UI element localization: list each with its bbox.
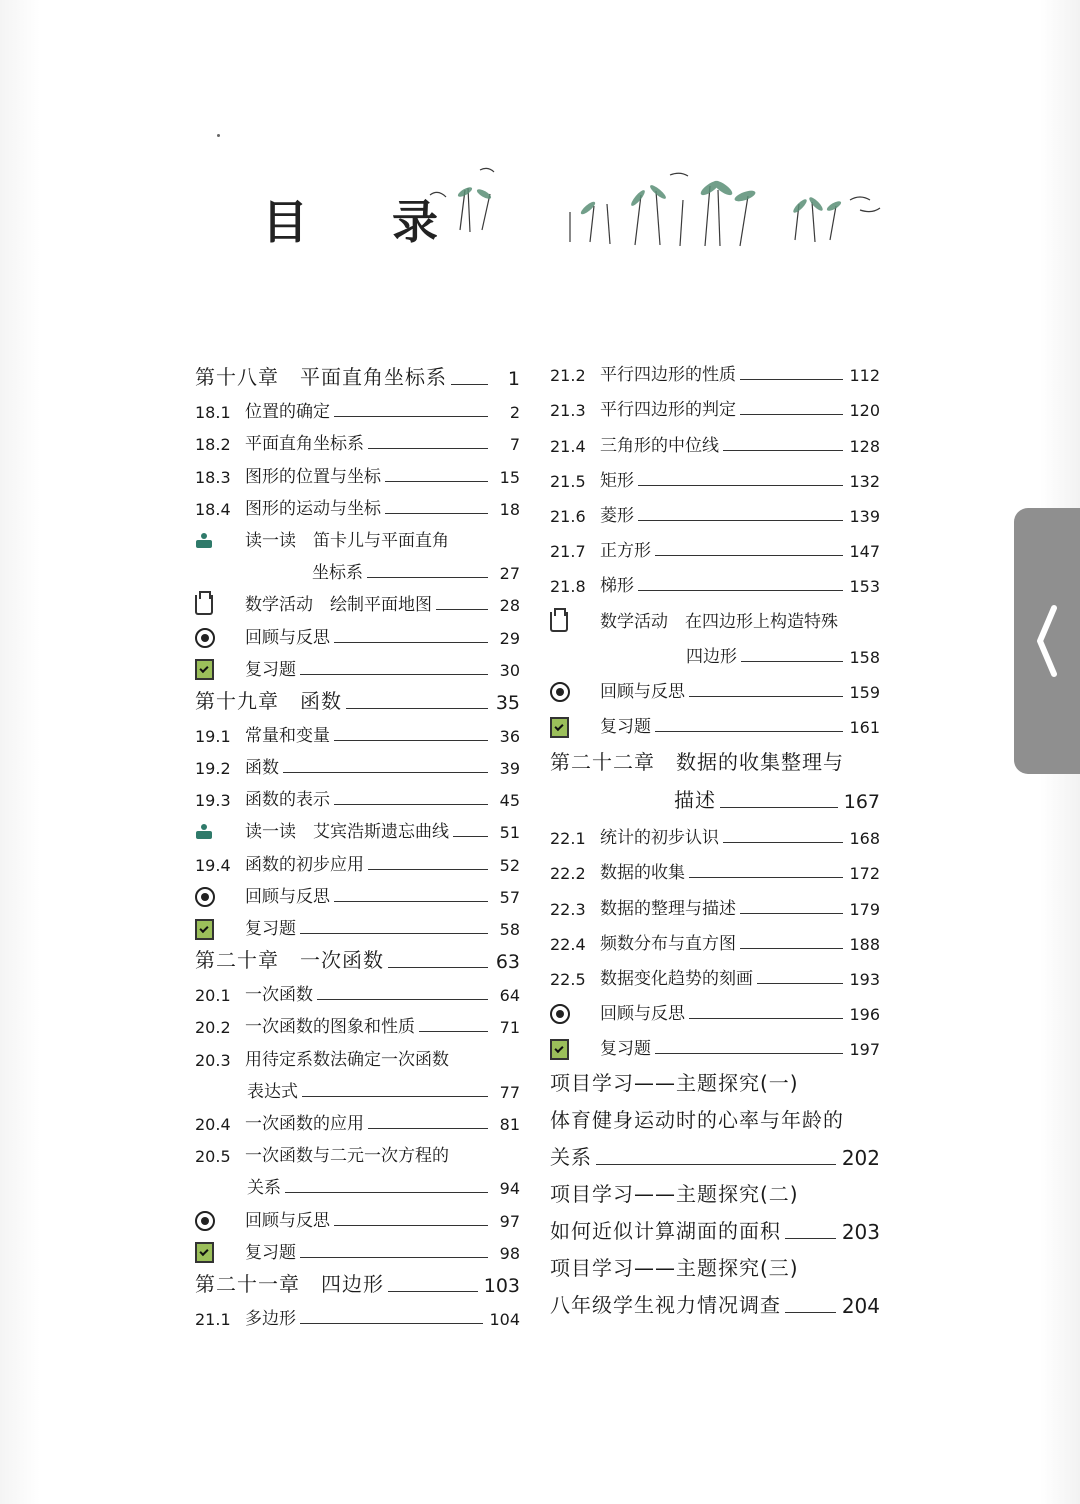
page-number: 15 — [499, 467, 520, 487]
section-number: 20.4 — [195, 1114, 231, 1134]
entry-icon-wrap — [550, 682, 600, 702]
entry-title: 一次函数的应用 — [245, 1113, 364, 1134]
toc-entry[interactable] — [195, 422, 520, 454]
page-number: 204 — [841, 1294, 880, 1319]
leader-line — [741, 661, 843, 662]
toc-entry[interactable] — [550, 775, 880, 813]
page-number: 159 — [849, 682, 880, 702]
entry-title: 读一读 艾宾浩斯遗忘曲线 — [245, 822, 449, 843]
entry-title: 项目学习——主题探究(一) — [550, 1071, 799, 1096]
page-number: 161 — [849, 718, 880, 738]
entry-title: 平行四边形的性质 — [600, 365, 736, 386]
page-number: 120 — [849, 401, 880, 421]
leader-line — [689, 1018, 843, 1019]
toc-entry[interactable] — [195, 1231, 520, 1263]
toc-entry[interactable] — [195, 746, 520, 778]
entry-title: 函数的表示 — [245, 790, 330, 811]
reading-icon — [195, 533, 213, 549]
toc-entry[interactable] — [195, 487, 520, 519]
page-number: 28 — [499, 596, 520, 616]
toc-entry[interactable] — [195, 1297, 520, 1329]
entry-title: 描述 — [674, 788, 716, 813]
page-number: 2 — [509, 403, 520, 423]
entry-title: 回顾与反思 — [245, 886, 330, 907]
section-number: 19.2 — [195, 759, 231, 779]
entry-title: 数据变化趋势的刻画 — [600, 969, 753, 989]
entry-title: 多边形 — [245, 1308, 296, 1329]
page-number: 158 — [849, 647, 880, 667]
section-number: 22.5 — [550, 970, 586, 989]
entry-title: 回顾与反思 — [245, 1210, 330, 1231]
entry-title: 八年级学生视力情况调查 — [550, 1293, 781, 1318]
toc-entry[interactable] — [195, 810, 520, 842]
toc-entry[interactable] — [550, 1244, 880, 1281]
leader-line — [638, 590, 843, 591]
review-icon — [550, 682, 570, 702]
section-number: 21.1 — [195, 1309, 231, 1329]
toc-entry[interactable] — [550, 456, 880, 491]
page-number: 35 — [495, 691, 520, 714]
entry-icon-wrap — [550, 1004, 600, 1024]
entry-title: 复习题 — [245, 1242, 296, 1263]
review-icon — [195, 1211, 215, 1231]
page-number: 167 — [843, 791, 880, 814]
page-number: 27 — [499, 564, 520, 584]
entry-title: 关系 — [247, 1178, 281, 1199]
entry-title: 数据的整理与描述 — [600, 898, 736, 919]
page-number: 112 — [849, 366, 880, 386]
section-number: 21.4 — [550, 436, 586, 456]
toc-entry[interactable] — [195, 648, 520, 680]
page-number: 168 — [849, 829, 880, 849]
entry-title: 图形的位置与坐标 — [245, 466, 381, 487]
page-number: 197 — [849, 1040, 880, 1060]
leader-line — [368, 448, 488, 449]
entry-title: 一次函数的图象和性质 — [245, 1017, 415, 1038]
page-title: 目 录 — [262, 195, 473, 249]
leader-line — [596, 1164, 836, 1165]
section-number: 21.2 — [550, 366, 586, 386]
leader-line — [419, 1031, 488, 1032]
exercise-icon — [550, 1039, 569, 1060]
entry-title: 函数 — [245, 758, 279, 779]
entry-title: 数据的收集 — [600, 863, 685, 884]
toc-entry[interactable] — [550, 1281, 880, 1318]
entry-title: 复习题 — [600, 1039, 651, 1060]
page-number: 7 — [509, 435, 520, 455]
toc-entry[interactable] — [195, 1166, 520, 1198]
entry-title: 一次函数 — [245, 985, 313, 1006]
leader-line — [757, 983, 843, 984]
leader-line — [655, 1053, 843, 1054]
entry-title: 数学活动 在四边形上构造特殊 — [600, 611, 838, 632]
page-number: 188 — [849, 934, 880, 954]
entry-title: 读一读 笛卡儿与平面直角 — [245, 530, 449, 551]
leader-line — [740, 948, 843, 949]
page-number: 103 — [483, 1274, 520, 1297]
grass-illustration-icon — [420, 150, 900, 260]
section-number: 18.3 — [195, 467, 231, 487]
section-number: 20.1 — [195, 986, 231, 1006]
entry-title: 回顾与反思 — [600, 1004, 685, 1025]
side-collapse-tab[interactable] — [1014, 508, 1080, 774]
section-number: 20.3 — [195, 1050, 231, 1070]
toc-entry[interactable] — [550, 813, 880, 848]
toc-entry[interactable] — [550, 491, 880, 526]
page-number: 64 — [499, 986, 520, 1006]
entry-title: 第二十一章 四边形 — [195, 1271, 384, 1296]
page-number: 153 — [849, 577, 880, 597]
entry-icon-wrap — [195, 628, 245, 648]
toc-entry[interactable] — [550, 989, 880, 1024]
activity-icon — [550, 612, 568, 632]
entry-icon-wrap — [195, 660, 245, 680]
entry-title: 梯形 — [600, 576, 634, 597]
leader-line — [300, 1257, 488, 1258]
entry-title: 第十八章 平面直角坐标系 — [195, 365, 447, 389]
toc-entry[interactable] — [550, 350, 880, 385]
page-number: 51 — [499, 823, 520, 843]
leader-line — [317, 999, 488, 1000]
toc-entry[interactable] — [195, 875, 520, 907]
page-number: 104 — [489, 1309, 520, 1329]
leader-line — [436, 609, 488, 610]
page-number: 18 — [499, 499, 520, 519]
leader-line — [740, 913, 843, 914]
toc-entry[interactable] — [195, 390, 520, 422]
section-number: 19.4 — [195, 855, 231, 875]
activity-icon — [195, 595, 213, 615]
leader-line — [283, 772, 488, 773]
entry-title: 复习题 — [245, 919, 296, 939]
leader-line — [334, 740, 488, 741]
entry-title: 正方形 — [600, 541, 651, 562]
entry-title: 第二十二章 数据的收集整理与 — [550, 750, 844, 775]
section-number: 22.3 — [550, 899, 586, 919]
leader-line — [346, 708, 488, 709]
toc-entry[interactable] — [550, 561, 880, 596]
entry-title: 复习题 — [600, 717, 651, 738]
section-number: 18.2 — [195, 435, 231, 455]
entry-title: 菱形 — [600, 505, 634, 526]
page-number: 45 — [499, 791, 520, 811]
page-number: 71 — [499, 1018, 520, 1038]
entry-title: 平行四边形的判定 — [600, 400, 736, 421]
toc-entry[interactable] — [195, 778, 520, 810]
toc-entry[interactable] — [195, 615, 520, 647]
page-number: 36 — [499, 726, 520, 746]
toc-entry[interactable] — [195, 907, 520, 939]
section-number: 22.2 — [550, 864, 586, 884]
page-number: 77 — [499, 1082, 520, 1102]
toc-entry[interactable] — [550, 1207, 880, 1244]
reading-icon — [195, 824, 213, 840]
exercise-icon — [195, 1242, 214, 1263]
toc-entry[interactable] — [195, 356, 520, 390]
entry-icon-wrap — [195, 887, 245, 907]
entry-title: 项目学习——主题探究(二) — [550, 1182, 799, 1207]
section-number: 21.6 — [550, 506, 586, 526]
review-icon — [550, 1004, 570, 1024]
entry-icon-wrap — [550, 612, 600, 632]
section-number: 21.3 — [550, 401, 586, 421]
leader-line — [334, 804, 488, 805]
leader-line — [720, 807, 838, 808]
toc-entry[interactable] — [550, 1096, 880, 1133]
leader-line — [334, 901, 488, 902]
entry-title: 第二十章 一次函数 — [195, 948, 384, 972]
toc-entry[interactable] — [195, 1070, 520, 1102]
entry-title: 位置的确定 — [245, 402, 330, 423]
entry-title: 三角形的中位线 — [600, 435, 719, 456]
toc-entry[interactable] — [550, 385, 880, 420]
leader-line — [723, 842, 843, 843]
toc-entry[interactable] — [195, 1005, 520, 1037]
leader-line — [334, 642, 488, 643]
leader-line — [785, 1238, 836, 1239]
entry-icon-wrap — [195, 919, 245, 939]
toc-entry[interactable] — [195, 973, 520, 1005]
toc-entry[interactable] — [550, 632, 880, 667]
toc-entry[interactable] — [550, 526, 880, 561]
leader-line — [385, 481, 488, 482]
toc-entry[interactable] — [550, 596, 880, 631]
leader-line — [638, 485, 843, 486]
toc-entry[interactable] — [195, 1198, 520, 1230]
page-number: 58 — [499, 920, 520, 939]
entry-title: 如何近似计算湖面的面积 — [550, 1219, 781, 1244]
entry-title: 四边形 — [686, 646, 737, 667]
review-icon — [195, 887, 215, 907]
section-number: 21.8 — [550, 577, 586, 597]
toc-entry[interactable] — [550, 883, 880, 918]
section-number: 22.4 — [550, 934, 586, 954]
leader-line — [451, 384, 488, 385]
page-number: 94 — [499, 1179, 520, 1199]
toc-entry[interactable] — [550, 1133, 880, 1170]
page-number: 193 — [849, 970, 880, 989]
entry-icon-wrap — [195, 1243, 245, 1263]
speck — [217, 134, 220, 137]
toc-entry[interactable] — [195, 551, 520, 583]
entry-title: 坐标系 — [312, 563, 363, 584]
entry-icon-wrap — [195, 822, 245, 842]
page-number: 196 — [849, 1005, 880, 1025]
leader-line — [285, 1192, 488, 1193]
leader-line — [689, 696, 843, 697]
entry-title: 频数分布与直方图 — [600, 933, 736, 954]
entry-title: 数学活动 绘制平面地图 — [245, 595, 432, 616]
leader-line — [302, 1096, 488, 1097]
entry-title: 体育健身运动时的心率与年龄的 — [550, 1108, 844, 1133]
toc-entry[interactable] — [195, 583, 520, 615]
toc-entry[interactable] — [195, 1102, 520, 1134]
section-number: 21.7 — [550, 542, 586, 562]
page-number: 63 — [495, 951, 520, 973]
toc-entry[interactable] — [550, 667, 880, 702]
leader-line — [388, 967, 488, 968]
toc-left-column — [195, 356, 520, 1329]
page-number: 57 — [499, 887, 520, 907]
leader-line — [453, 836, 488, 837]
page-number: 30 — [499, 660, 520, 680]
toc-entry[interactable] — [195, 714, 520, 746]
entry-title: 图形的运动与坐标 — [245, 498, 381, 519]
toc-entry[interactable] — [195, 1134, 520, 1166]
section-number: 18.4 — [195, 499, 231, 519]
page-number: 39 — [499, 759, 520, 779]
page-number: 29 — [499, 628, 520, 648]
toc-entry[interactable] — [550, 702, 880, 737]
toc-entry[interactable] — [550, 954, 880, 989]
entry-title: 表达式 — [247, 1081, 298, 1102]
page-number: 179 — [849, 899, 880, 919]
entry-title: 统计的初步认识 — [600, 828, 719, 849]
page-number: 81 — [499, 1114, 520, 1134]
entry-title: 平面直角坐标系 — [245, 434, 364, 455]
leader-line — [655, 555, 843, 556]
leader-line — [655, 731, 843, 732]
leader-line — [334, 1225, 488, 1226]
leader-line — [689, 877, 843, 878]
page-number: 132 — [849, 471, 880, 491]
review-icon — [195, 628, 215, 648]
page-number: 203 — [841, 1220, 880, 1245]
page-number: 202 — [841, 1146, 880, 1171]
leader-line — [638, 520, 843, 521]
toc-entry[interactable] — [195, 519, 520, 551]
entry-title: 一次函数与二元一次方程的 — [245, 1146, 449, 1167]
entry-title: 矩形 — [600, 470, 634, 491]
entry-icon-wrap — [550, 717, 600, 737]
leader-line — [368, 869, 488, 870]
toc-entry[interactable] — [550, 1024, 880, 1059]
entry-title: 回顾与反思 — [245, 627, 330, 648]
page-number: 52 — [499, 855, 520, 875]
entry-title: 复习题 — [245, 659, 296, 680]
section-number: 20.2 — [195, 1018, 231, 1038]
leader-line — [740, 414, 843, 415]
page-number: 147 — [849, 542, 880, 562]
section-number: 19.3 — [195, 791, 231, 811]
leader-line — [300, 933, 488, 934]
entry-title: 函数的初步应用 — [245, 854, 364, 875]
entry-icon-wrap — [195, 531, 245, 551]
toc-entry[interactable] — [195, 1037, 520, 1069]
page-number: 172 — [849, 864, 880, 884]
toc-entry[interactable] — [195, 939, 520, 973]
toc-entry[interactable] — [195, 1263, 520, 1297]
entry-title: 常量和变量 — [245, 725, 330, 746]
entry-title: 回顾与反思 — [600, 681, 685, 702]
exercise-icon — [195, 659, 214, 680]
leader-line — [385, 513, 488, 514]
leader-line — [334, 416, 488, 417]
toc-entry[interactable] — [550, 919, 880, 954]
page-number: 1 — [507, 368, 520, 390]
leader-line — [300, 674, 488, 675]
toc-entry[interactable] — [195, 454, 520, 486]
toc-entry[interactable] — [550, 848, 880, 883]
toc-entry[interactable] — [550, 420, 880, 455]
page-number: 97 — [499, 1211, 520, 1231]
section-number: 18.1 — [195, 403, 231, 423]
leader-line — [740, 379, 843, 380]
page-number: 98 — [499, 1243, 520, 1263]
section-number: 22.1 — [550, 829, 586, 849]
entry-title: 项目学习——主题探究(三) — [550, 1256, 799, 1281]
toc-entry[interactable] — [195, 842, 520, 874]
toc-entry[interactable] — [550, 737, 880, 775]
toc-right-column — [550, 350, 880, 1318]
leader-line — [368, 1128, 488, 1129]
entry-icon-wrap — [195, 595, 245, 615]
entry-title: 关系 — [550, 1145, 592, 1170]
page-number: 139 — [849, 506, 880, 526]
leader-line — [388, 1291, 478, 1292]
section-number: 20.5 — [195, 1147, 231, 1167]
section-number: 21.5 — [550, 471, 586, 491]
exercise-icon — [195, 919, 214, 940]
section-number: 19.1 — [195, 726, 231, 746]
entry-title: 第十九章 函数 — [195, 688, 342, 713]
leader-line — [785, 1312, 836, 1313]
exercise-icon — [550, 717, 569, 738]
entry-icon-wrap — [550, 1039, 600, 1059]
toc-entry[interactable] — [550, 1170, 880, 1207]
entry-icon-wrap — [195, 1211, 245, 1231]
toc-entry[interactable] — [195, 680, 520, 714]
page-number: 128 — [849, 436, 880, 456]
chevron-left-icon[interactable] — [1032, 602, 1062, 680]
entry-title: 用待定系数法确定一次函数 — [245, 1049, 449, 1070]
toc-entry[interactable] — [550, 1059, 880, 1096]
leader-line — [723, 450, 843, 451]
leader-line — [300, 1323, 483, 1324]
leader-line — [367, 577, 488, 578]
